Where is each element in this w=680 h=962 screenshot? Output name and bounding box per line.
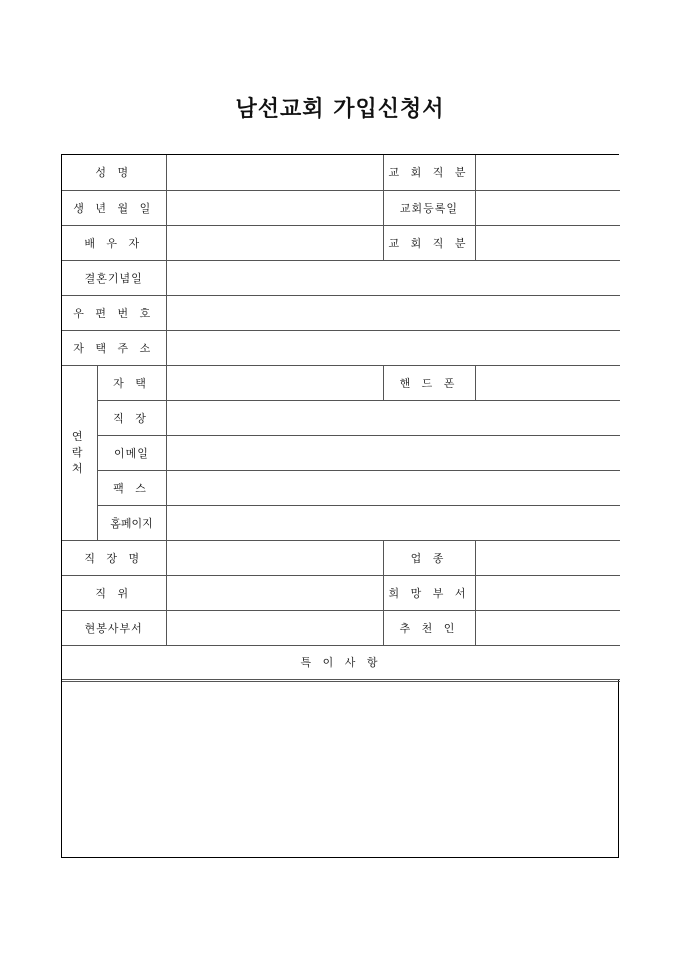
church-position-label: 교 회 직 분 xyxy=(383,155,475,190)
mobile-phone-field[interactable] xyxy=(475,365,620,400)
home-address-label: 자 택 주 소 xyxy=(62,330,166,365)
wedding-anniversary-label: 결혼기념일 xyxy=(62,260,166,295)
email-field[interactable] xyxy=(166,435,620,470)
recommender-field[interactable] xyxy=(475,610,620,645)
postal-code-label: 우 편 번 호 xyxy=(62,295,166,330)
postal-code-field[interactable] xyxy=(166,295,620,330)
home-phone-label: 자 택 xyxy=(97,365,166,400)
contact-group-char: 락 xyxy=(71,445,87,459)
industry-label: 업 종 xyxy=(383,540,475,575)
wedding-anniversary-field[interactable] xyxy=(166,260,620,295)
birthdate-label: 생 년 월 일 xyxy=(62,190,166,225)
email-label: 이메일 xyxy=(97,435,166,470)
homepage-field[interactable] xyxy=(166,505,620,540)
application-form xyxy=(61,154,619,858)
job-title-field[interactable] xyxy=(166,575,383,610)
contact-group-char: 처 xyxy=(71,461,87,475)
spouse-church-position-field[interactable] xyxy=(475,225,620,260)
home-address-field[interactable] xyxy=(166,330,620,365)
spouse-field[interactable] xyxy=(166,225,383,260)
desired-department-field[interactable] xyxy=(475,575,620,610)
work-phone-label: 직 장 xyxy=(97,400,166,435)
form-title: 남선교회 가입신청서 xyxy=(235,97,445,122)
contact-group-char: 연 xyxy=(71,429,87,443)
church-position-field[interactable] xyxy=(475,155,620,190)
job-title-label: 직 위 xyxy=(62,575,166,610)
remarks-field[interactable] xyxy=(62,682,618,855)
name-label: 성 명 xyxy=(62,155,166,190)
remarks-header: 특 이 사 항 xyxy=(62,645,620,680)
homepage-label: 홈페이지 xyxy=(97,505,166,540)
spouse-label: 배 우 자 xyxy=(62,225,166,260)
spouse-church-position-label: 교 회 직 분 xyxy=(383,225,475,260)
church-registration-field[interactable] xyxy=(475,190,620,225)
birthdate-field[interactable] xyxy=(166,190,383,225)
name-field[interactable] xyxy=(166,155,383,190)
current-department-label: 현봉사부서 xyxy=(62,610,166,645)
desired-department-label: 희 망 부 서 xyxy=(383,575,475,610)
recommender-label: 추 천 인 xyxy=(383,610,475,645)
contact-group-label xyxy=(62,365,97,540)
mobile-phone-label: 핸 드 폰 xyxy=(383,365,475,400)
company-name-label: 직 장 명 xyxy=(62,540,166,575)
church-registration-label: 교회등록일 xyxy=(383,190,475,225)
home-phone-field[interactable] xyxy=(166,365,383,400)
company-name-field[interactable] xyxy=(166,540,383,575)
form-table xyxy=(62,155,620,682)
fax-field[interactable] xyxy=(166,470,620,505)
fax-label: 팩 스 xyxy=(97,470,166,505)
current-department-field[interactable] xyxy=(166,610,383,645)
industry-field[interactable] xyxy=(475,540,620,575)
work-phone-field[interactable] xyxy=(166,400,620,435)
